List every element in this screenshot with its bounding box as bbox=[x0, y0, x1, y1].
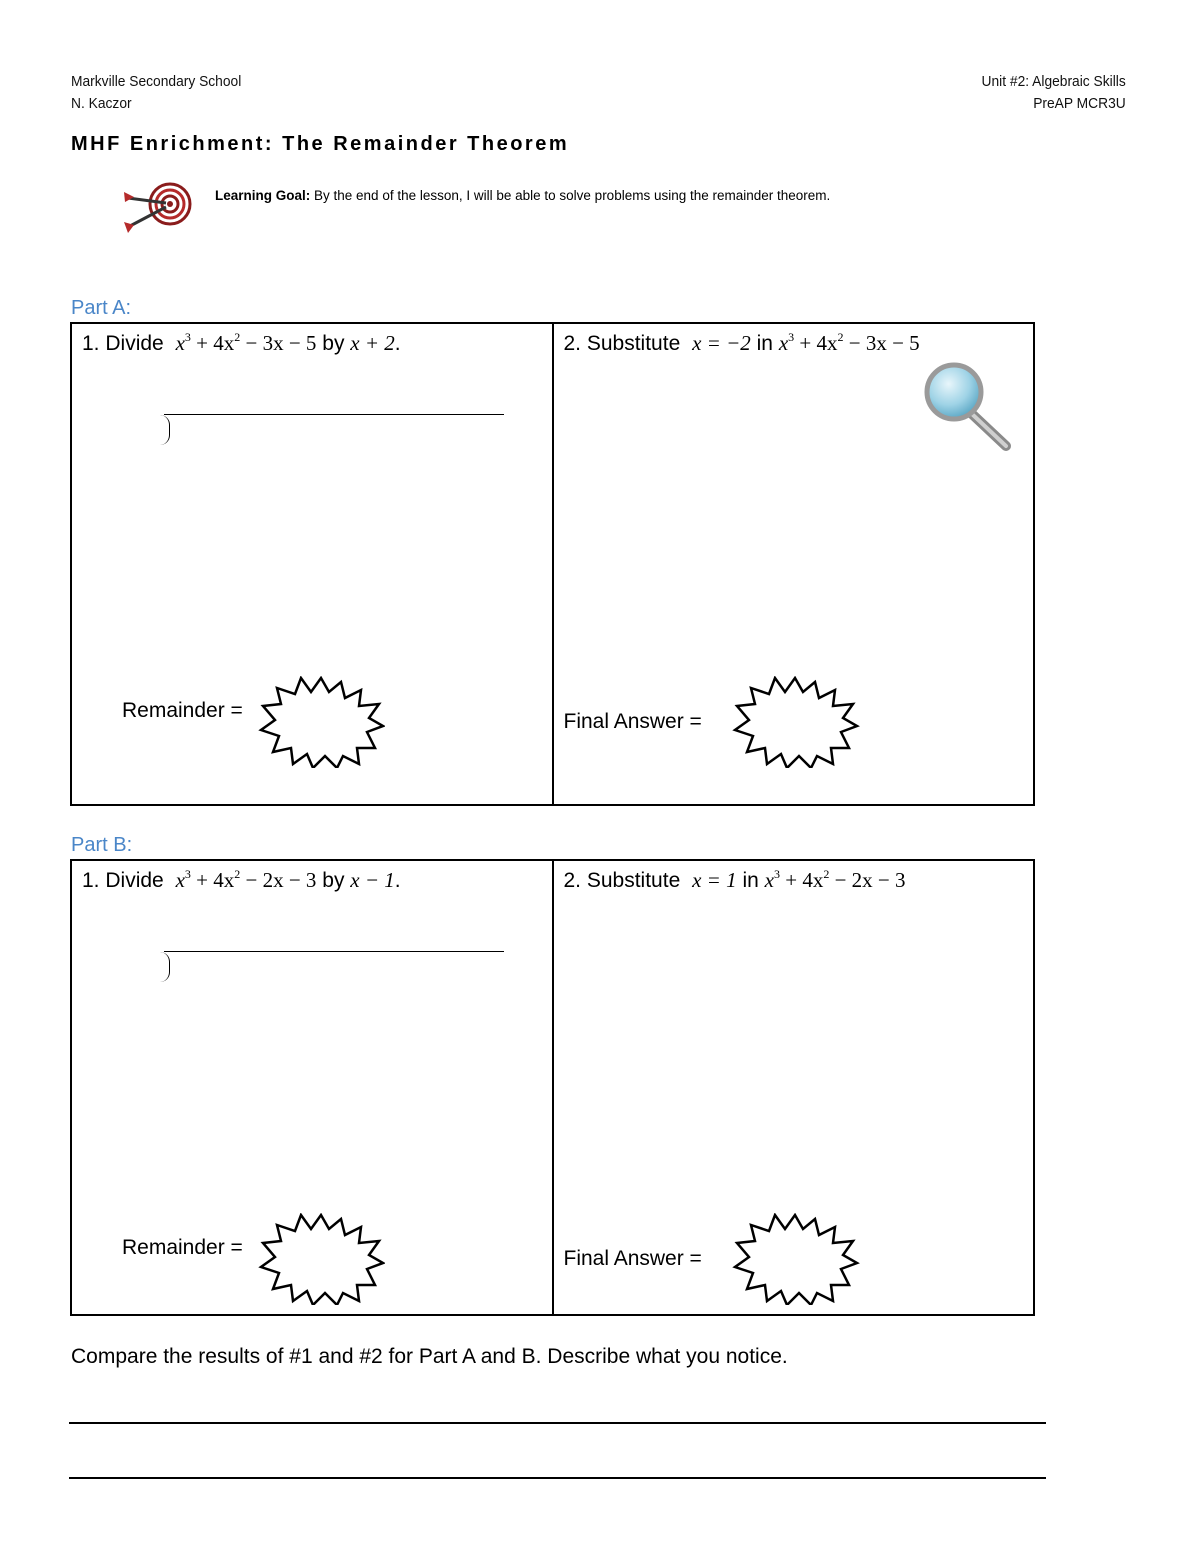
part-b-label: Part B: bbox=[71, 834, 133, 856]
part-b-q2-text: 2. Substitute x = 1 in $x^3 + 4x^2 - 2x - 3$ bbox=[563, 867, 906, 892]
answer-line[interactable] bbox=[69, 1477, 1046, 1479]
target-arrows-icon bbox=[122, 178, 194, 238]
part-b-question-2 bbox=[552, 861, 1034, 1314]
answer-line[interactable] bbox=[69, 1422, 1046, 1424]
starburst-icon bbox=[257, 1213, 385, 1305]
starburst-icon bbox=[728, 676, 862, 768]
header-left bbox=[71, 71, 241, 115]
part-a-question-1 bbox=[72, 324, 552, 804]
unit-name: Unit #2: Algebraic Skills bbox=[981, 73, 1126, 90]
teacher-name: N. Kaczor bbox=[71, 95, 132, 112]
part-b-q2-polynomial: $x^3 + 4x^2 - 2x - 3$ bbox=[764, 867, 906, 892]
part-b-q1-text: 1. Divide $x^3 + 4x^2 - 2x - 3$ by x − 1. bbox=[82, 867, 401, 892]
part-a-q1-text: 1. Divide $x^3 + 4x^2 - 3x - 5$ by x + 2. bbox=[82, 330, 401, 355]
part-a-q1-polynomial: $x^3 + 4x^2 - 3x - 5$ bbox=[175, 330, 317, 355]
part-a-q1-divisor: x + 2 bbox=[350, 331, 395, 355]
magnifying-glass-icon bbox=[922, 362, 1014, 454]
part-a-q2-polynomial: $x^3 + 4x^2 - 3x - 5$ bbox=[778, 330, 920, 355]
course-code: PreAP MCR3U bbox=[1033, 95, 1126, 112]
header-right bbox=[982, 71, 1126, 115]
final-answer-label: Final Answer = bbox=[563, 1247, 702, 1270]
part-b-q1-divisor: x − 1 bbox=[350, 868, 395, 892]
part-b-q1-polynomial: $x^3 + 4x^2 - 2x - 3$ bbox=[175, 867, 317, 892]
school-name: Markville Secondary School bbox=[71, 73, 242, 90]
learning-goal-text: By the end of the lesson, I will be able to solve problems using the remainder theorem. bbox=[310, 188, 831, 203]
remainder-label: Remainder = bbox=[122, 699, 243, 722]
page-title: MHF Enrichment: The Remainder Theorem bbox=[71, 133, 570, 155]
learning-goal-label: Learning Goal: bbox=[215, 188, 311, 203]
remainder-label: Remainder = bbox=[122, 1236, 243, 1259]
long-division-bracket bbox=[164, 414, 504, 449]
part-b-box bbox=[70, 859, 1035, 1316]
part-b-question-1 bbox=[72, 861, 552, 1314]
starburst-icon bbox=[728, 1213, 862, 1305]
part-a-label: Part A: bbox=[71, 297, 132, 319]
part-a-box bbox=[70, 322, 1035, 806]
final-answer-label: Final Answer = bbox=[563, 710, 702, 733]
long-division-bracket bbox=[164, 951, 504, 986]
learning-goal bbox=[215, 188, 830, 203]
compare-prompt: Compare the results of #1 and #2 for Part A and B. Describe what you notice. bbox=[71, 1345, 788, 1368]
part-a-q2-text: 2. Substitute x = −2 in $x^3 + 4x^2 - 3x - 5$ bbox=[563, 330, 920, 355]
part-a-question-2 bbox=[552, 324, 1034, 804]
starburst-icon bbox=[257, 676, 385, 768]
